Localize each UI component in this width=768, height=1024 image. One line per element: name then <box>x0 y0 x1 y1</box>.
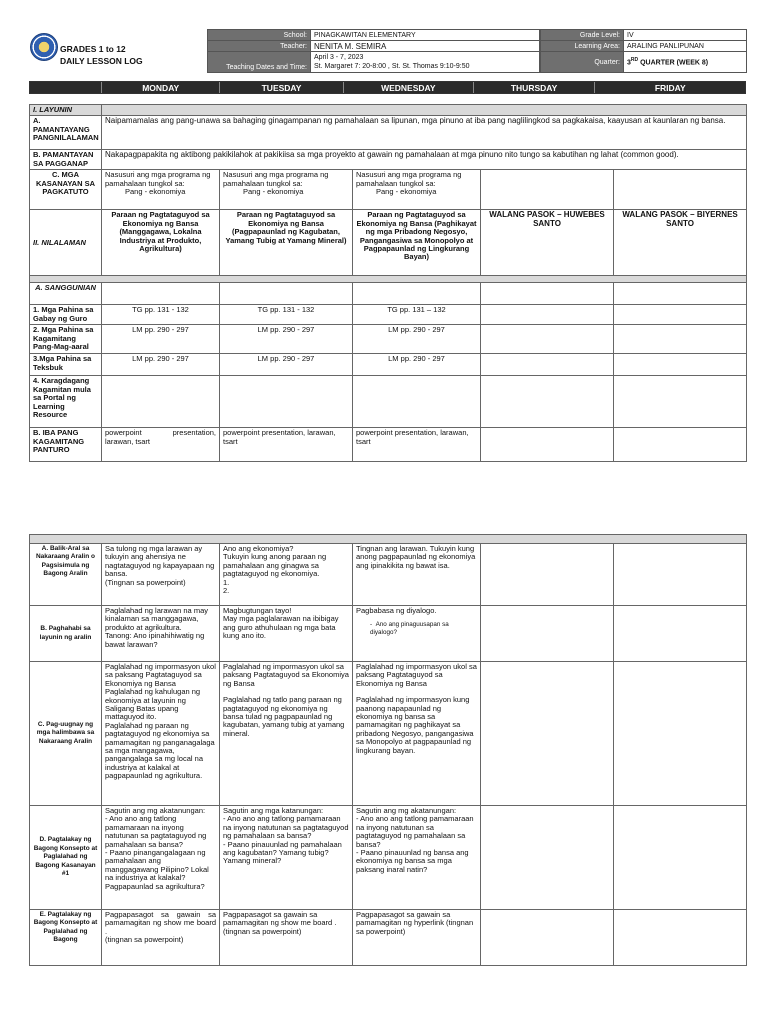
iba-pang-kagamitan-wed: powerpoint presentation, larawan, tsart <box>353 428 481 462</box>
tg-pages-label: 1. Mga Pahina sa Gabay ng Guro <box>30 305 102 325</box>
day-header-bar <box>29 81 746 94</box>
paghahabi-tue <box>220 606 353 662</box>
paghahabi-tue-title: Magbugtungan tayo! <box>223 606 292 615</box>
paghahabi-wed-text: Pagbabasa ng diyalogo. <box>356 606 437 615</box>
pag-uugnay-mon-p2: Paglalahad ng kahulugan ng ekonomiya at layunin ng Saligang Batas upang mattaguyod ito. <box>105 687 201 722</box>
grade-level-label: Grade Level: <box>541 30 624 41</box>
sanggunian-tue <box>220 283 353 305</box>
kasanayan-mon-text: Nasusuri ang mga programa ng pamahalaan tungkol sa: <box>105 170 211 188</box>
lr-portal-tue <box>220 376 353 428</box>
paghahabi-tue-text: May mga paglalarawan na ibibigay ang guro athuhulaan ng mga bata kung ano ito. <box>223 614 339 641</box>
day-friday: FRIDAY <box>595 82 745 93</box>
kasanayan-mon <box>102 170 220 210</box>
kasanayan-label: C. MGA KASANAYAN SA PAGKATUTO <box>30 170 102 210</box>
kasanayan-tue-text: Nasusuri ang mga programa ng pamahalaan tungkol sa: <box>223 170 329 188</box>
grade-level-value: IV <box>624 30 747 41</box>
day-header-blank <box>30 82 102 93</box>
pagtalakay-2-mon <box>102 910 220 966</box>
quarter-week: QUARTER (WEEK 8) <box>638 59 709 67</box>
lm-pages-fri <box>614 325 747 354</box>
pag-uugnay-tue-p2: Paglalahad ng tatlo pang paraan ng pagtataguyod ng ekonomiya ng bansa tulad ng pagpapaunlad ng kagubatan, yamang tubig at yamang mineral. <box>223 695 345 738</box>
teksbuk-pages-wed: LM pp. 290 - 297 <box>353 354 481 376</box>
kasanayan-tue-sub: Pang - ekonomiya <box>243 187 304 197</box>
balik-aral-mon <box>102 544 220 606</box>
layunin-heading-fill <box>102 105 747 116</box>
teacher-value: NENITA M. SEMIRA <box>311 41 540 52</box>
pag-uugnay-tue <box>220 662 353 806</box>
pagtalakay-1-wed-intro: Sagutin ang mg akatanungan: <box>356 806 457 815</box>
lr-portal-label: 4. Karagdagang Kagamitan mula sa Portal ng Learning Resource <box>30 376 102 428</box>
day-wednesday: WEDNESDAY <box>344 82 474 93</box>
nilalaman-tue: Paraan ng Pagtataguyod sa Ekonomiya ng Bansa (Pagpapaunlad ng Kagubatan, Yamang Tubig at Yamang Mineral) <box>220 210 353 276</box>
pag-uugnay-fri <box>614 662 747 806</box>
paghahabi-thu <box>481 606 614 662</box>
dates-value-date: April 3 - 7, 2023 <box>314 54 364 61</box>
nilalaman-fri: WALANG PASOK – BIYERNES SANTO <box>614 210 747 276</box>
pamantayang-pangnilalaman-label: A. PAMANTAYANG PANGNILALAMAN <box>30 116 102 150</box>
nilalaman-label: II. NILALAMAN <box>30 210 102 276</box>
teacher-label: Teacher: <box>208 41 311 52</box>
iba-pang-kagamitan-label: B. IBA PANG KAGAMITANG PANTURO <box>30 428 102 462</box>
pag-uugnay-wed-p2: Paglalahad ng impormasyon kung paanong napapaunlad ng ekonomiya ng bansa sa pamamagitan ng paghikayat sa pribadong Negosyo, pangangasiwa sa Monopolyo at pagpapaunlad ng lingkurang bayan. <box>356 695 474 755</box>
sanggunian-mon <box>102 283 220 305</box>
pagtalakay-2-fri <box>614 910 747 966</box>
paghahabi-wed <box>353 606 481 662</box>
pagtalakay-2-mon-text: Pagpapasagot sa gawain sa pamamagitan ng show me board . <box>105 910 216 936</box>
paghahabi-wed-bullet: - Ano ang pinaguusapan sa diyalogo? <box>370 621 449 636</box>
kasanayan-wed <box>353 170 481 210</box>
pamantayang-pangnilalaman-text: Naipamamalas ang pang-unawa sa bahaging ginagampanan ng pamahalaan sa lipunan, mga pinuno at iba pang naglilingkod sa pagkakaisa, kaayusan at kaunlaran ng bansa. <box>102 116 747 150</box>
iba-pang-kagamitan-tue: powerpoint presentation, larawan, tsart <box>220 428 353 462</box>
pag-uugnay-mon-p1: Paglalahad ng impormasyon ukol sa paksang Pagtataguyod sa Ekonomiya ng Bansa <box>105 662 216 688</box>
lm-pages-label: 2. Mga Pahina sa Kagamitang Pang-Mag-aaral <box>30 325 102 354</box>
nilalaman-mon: Paraan ng Pagtataguyod sa Ekonomiya ng Bansa (Manggagawa, Lokalna Industriya at Produkto, Agrikultura) <box>102 210 220 276</box>
tg-pages-tue: TG pp. 131 - 132 <box>220 305 353 325</box>
deped-seal-icon <box>30 33 58 61</box>
paghahabi-mon-question: Tanong: Ano ipinahihiwatig ng bawat larawan? <box>105 631 205 649</box>
kasanayan-thu <box>481 170 614 210</box>
lm-pages-thu <box>481 325 614 354</box>
paghahabi-wed-question: Ano ang pinaguusapan sa diyalogo? <box>370 621 449 636</box>
iba-pang-kagamitan-mon: powerpoint presentation, larawan, tsart <box>102 428 220 462</box>
pag-uugnay-mon <box>102 662 220 806</box>
pagtalakay-1-mon-q1: - Ano ano ang tatlong pamamaraan na inyong natutunan sa pagtataguyod ng pamahalaan sa bansa? <box>105 814 207 849</box>
nilalaman-wed: Paraan ng Pagtataguyod sa Ekonomiya ng Bansa (Paghikayat ng mga Pribadong Negosyo, Pangangasiwa sa Monopolyo at Pagpapaunlad ng Lingkurang Bayan) <box>353 210 481 276</box>
pagtalakay-1-tue-q2: - Paano pinauunlad ng pamahalaan ang kagubatan? Yamang tubig? Yamang mineral? <box>223 839 342 866</box>
lr-portal-mon <box>102 376 220 428</box>
dates-value-time: St. Margaret 7: 20-8:00 , St. St. Thomas 9:10-9:50 <box>314 63 470 70</box>
balik-aral-tue-text: Tukuyin kung anong paraan ng pamahalaan ang ginagwa sa pagtataguyod ng ekonomiya. <box>223 552 327 579</box>
pamantayan-sa-pagganap-text: Nakapagpapakita ng aktibong pakikilahok at pakikiisa sa mga proyekto at gawain ng pamahalaan at mga pinuno nito tungo sa kabutihan ng lahat (common good). <box>102 150 747 170</box>
sanggunian-fri <box>614 283 747 305</box>
lr-portal-wed <box>353 376 481 428</box>
pag-uugnay-mon-p3: Paglalahad ng paraan ng pagtataguyod ng ekonomiya sa pamamagitan ng panganagalaga sa mga mangagawa, pangangalaga sa mg local na industriya at kalakal at pagpapaunlad ng agrikultura. <box>105 720 215 781</box>
day-monday: MONDAY <box>102 82 220 93</box>
iba-pang-kagamitan-fri <box>614 428 747 462</box>
pagtalakay-1-mon-q2: - Paano pinangangalagaan ng pamahalaan ang manggagawang Pilipino? Lokal na industriya at kalakal? Pagpapaunlad sa agrikultura? <box>105 848 209 891</box>
paghahabi-label: B. Paghahabi sa layunin ng aralin <box>30 606 102 662</box>
pagtalakay-2-mon-note: (tingnan sa powerpoint) <box>105 935 184 945</box>
pagtalakay-1-wed-q2: - Paano pinauunlad ng bansa ang ekonomiya ng bansa sa mga paksang inaral natin? <box>356 848 469 874</box>
lr-portal-thu <box>481 376 614 428</box>
procedures-table <box>29 534 747 966</box>
pagtalakay-1-tue <box>220 806 353 910</box>
balik-aral-tue-item1: 1. <box>223 577 230 587</box>
doc-title: GRADES 1 to 12 <box>60 44 126 54</box>
kasanayan-wed-text: Nasusuri ang mga programa ng pamahalaan tungkol sa: <box>356 170 462 188</box>
doc-subtitle: DAILY LESSON LOG <box>60 56 143 66</box>
balik-aral-thu <box>481 544 614 606</box>
balik-aral-wed: Tingnan ang larawan. Tukuyin kung anong pagpapaunlad ng ekonomiya ang ipinakikita ng bawat isa. <box>353 544 481 606</box>
balik-aral-fri <box>614 544 747 606</box>
kasanayan-wed-sub: Pang - ekonomiya <box>376 187 437 197</box>
layunin-heading: I. LAYUNIN <box>30 105 102 116</box>
kasanayan-tue <box>220 170 353 210</box>
sanggunian-thu <box>481 283 614 305</box>
balik-aral-mon-text: Sa tulong ng mga larawan ay tukuyin ang ahensiya ne nagtataguyod ng kapayapaan ng bansa. <box>105 544 215 579</box>
teksbuk-pages-label: 3.Mga Pahina sa Teksbuk <box>30 354 102 376</box>
tg-pages-thu <box>481 305 614 325</box>
sanggunian-wed <box>353 283 481 305</box>
pagtalakay-1-mon-intro: Sagutin ang mg akatanungan: <box>105 806 206 815</box>
pag-uugnay-wed <box>353 662 481 806</box>
balik-aral-tue <box>220 544 353 606</box>
paghahabi-mon <box>102 606 220 662</box>
school-value: PINAGKAWITAN ELEMENTARY <box>311 30 540 41</box>
tg-pages-fri <box>614 305 747 325</box>
dates-value <box>311 52 540 73</box>
quarter-label: Quarter: <box>541 52 624 73</box>
quarter-value <box>624 52 747 73</box>
pagtalakay-1-label: D. Pagtalakay ng Bagong Konsepto at Paglalahad ng Bagong Kasanayan #1 <box>30 806 102 910</box>
balik-aral-tue-q: Ano ang ekonomiya? <box>223 544 294 553</box>
pag-uugnay-thu <box>481 662 614 806</box>
balik-aral-tue-item2: 2. <box>223 586 230 596</box>
pagtalakay-1-thu <box>481 806 614 910</box>
pag-uugnay-label: C. Pag-uugnay ng mga halimbawa sa Nakaraang Aralin <box>30 662 102 806</box>
pagtalakay-1-wed <box>353 806 481 910</box>
pamantayan-sa-pagganap-label: B. PAMANTAYAN SA PAGGANAP <box>30 150 102 170</box>
header-right-fields <box>540 29 747 73</box>
learning-area-label: Learning Area: <box>541 41 624 52</box>
learning-area-value: ARALING PANLIPUNAN <box>624 41 747 52</box>
paghahabi-fri <box>614 606 747 662</box>
pagtalakay-1-wed-q1: - Ano ano ang tatlong pamamaraan na inyong natutunan sa pagtataguyod ng pamahalaan sa bansa? <box>356 814 474 849</box>
balik-aral-label: A. Balik-Aral sa Nakaraang Aralin o Pagsisimula ng Bagong Aralin <box>30 544 102 606</box>
lm-pages-mon: LM pp. 290 - 297 <box>102 325 220 354</box>
day-tuesday: TUESDAY <box>220 82 344 93</box>
day-thursday: THURSDAY <box>474 82 596 93</box>
pagtalakay-2-wed: Pagpapasagot sa gawain sa pamamagitan ng hyperlink (tingnan sa powerpoint) <box>353 910 481 966</box>
pagtalakay-2-tue: Pagpapasagot sa gawain sa pamamagitan ng show me board . (tingnan sa powerpoint) <box>220 910 353 966</box>
pag-uugnay-tue-p1: Paglalahad ng impormasyon ukol sa paksang Pagtataguyod sa Ekonomiya ng Bansa <box>223 662 349 688</box>
lm-pages-wed: LM pp. 290 - 297 <box>353 325 481 354</box>
lr-portal-fri <box>614 376 747 428</box>
header-left-fields <box>207 29 540 73</box>
pagtalakay-1-fri <box>614 806 747 910</box>
iba-pang-kagamitan-thu <box>481 428 614 462</box>
quarter-suffix: RD <box>630 57 639 64</box>
tg-pages-mon: TG pp. 131 - 132 <box>102 305 220 325</box>
quarter-number: 3 <box>627 59 631 67</box>
pagtalakay-1-tue-intro: Sagutin ang mga katanungan: <box>223 806 324 815</box>
teksbuk-pages-thu <box>481 354 614 376</box>
pagtalakay-2-thu <box>481 910 614 966</box>
objectives-table <box>29 104 747 462</box>
pagtalakay-1-tue-q1: - Ano ano ang tatlong pamamaraan na inyong natutunan sa pagtataguyod ng pamahalaan sa bansa? <box>223 814 349 841</box>
sanggunian-label: A. SANGGUNIAN <box>30 283 102 305</box>
teksbuk-pages-tue: LM pp. 290 - 297 <box>220 354 353 376</box>
dates-label: Teaching Dates and Time: <box>208 52 311 73</box>
paghahabi-mon-text: Paglalahad ng larawan na may kinalaman sa manggagawa, produkto at agrikultura. <box>105 606 208 632</box>
kasanayan-fri <box>614 170 747 210</box>
pagtalakay-2-label: E. Pagtalakay ng Bagong Konsepto at Paglalahad ng Bagong <box>30 910 102 966</box>
tg-pages-wed: TG pp. 131 – 132 <box>353 305 481 325</box>
kasanayan-mon-sub: Pang - ekonomiya <box>125 187 186 197</box>
balik-aral-mon-note: (Tingnan sa powerpoint) <box>105 577 186 587</box>
nilalaman-separator <box>30 276 747 283</box>
lm-pages-tue: LM pp. 290 - 297 <box>220 325 353 354</box>
teksbuk-pages-mon: LM pp. 290 - 297 <box>102 354 220 376</box>
pag-uugnay-wed-p1: Paglalahad ng impormasyon ukol sa paksang Pagtataguyod sa Ekonomiya ng Bansa <box>356 662 477 688</box>
pagtalakay-1-mon <box>102 806 220 910</box>
procedures-header-bar <box>30 535 747 544</box>
teksbuk-pages-fri <box>614 354 747 376</box>
school-label: School: <box>208 30 311 41</box>
nilalaman-thu: WALANG PASOK – HUWEBES SANTO <box>481 210 614 276</box>
